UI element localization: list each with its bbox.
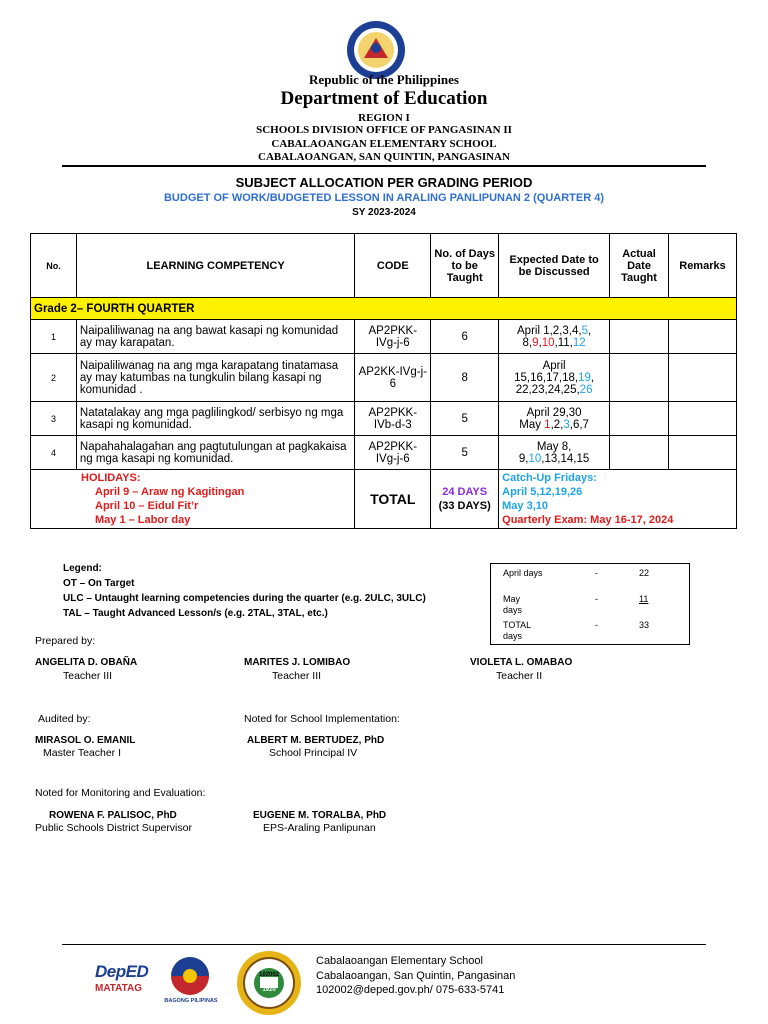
footer-school-contact: 102002@deped.gov.ph/ 075-633-5741 bbox=[316, 984, 505, 996]
signatory-title: Master Teacher I bbox=[43, 747, 122, 759]
legend-ot: OT – On Target bbox=[63, 578, 135, 589]
quarterly-exam: Quarterly Exam: May 16-17, 2024 bbox=[502, 514, 674, 526]
school-heading: CABALAOANGAN ELEMENTARY SCHOOL bbox=[271, 138, 497, 150]
section-label: Grade 2– FOURTH QUARTER bbox=[31, 298, 737, 320]
days-summary-row: May days - 11 bbox=[503, 594, 649, 615]
deped-logo-text: DepED bbox=[95, 962, 149, 981]
col-header-expected: Expected Date to be Discussed bbox=[499, 234, 610, 298]
legend-ulc: ULC – Untaught learning competencies during the quarter (e.g. 2ULC, 3ULC) bbox=[63, 593, 426, 604]
footer-divider bbox=[62, 944, 706, 945]
legend-title: Legend: bbox=[63, 563, 102, 574]
school-seal-year: 1920 bbox=[262, 987, 276, 993]
header-divider bbox=[62, 165, 706, 167]
school-year: SY 2023-2024 bbox=[352, 207, 416, 218]
row-actual-date bbox=[610, 354, 669, 402]
school-seal-icon bbox=[236, 950, 302, 1016]
signatory-title: Teacher III bbox=[272, 670, 322, 682]
row-code: AP2PKK-IVg-j-6 bbox=[355, 320, 431, 354]
row-expected-date: April 1,2,3,4,5, 8,9,10,11,12 bbox=[499, 320, 610, 354]
col-header-no: No. bbox=[31, 234, 77, 298]
signatory-name: ALBERT M. BERTUDEZ, PhD bbox=[247, 735, 385, 746]
row-actual-date bbox=[610, 436, 669, 470]
row-remarks bbox=[668, 320, 736, 354]
signatory-name: ROWENA F. PALISOC, PhD bbox=[49, 810, 177, 821]
table-row bbox=[31, 402, 737, 436]
document-title: SUBJECT ALLOCATION PER GRADING PERIOD bbox=[235, 175, 533, 190]
row-competency: Natatalakay ang mga paglilingkod/ serbisyo ng mga kasapi ng komunidad. bbox=[76, 402, 354, 436]
table-header-row bbox=[31, 234, 737, 298]
row-remarks bbox=[668, 436, 736, 470]
total-days: 24 DAYS bbox=[442, 486, 488, 498]
signatory-block bbox=[244, 657, 350, 682]
row-days: 8 bbox=[431, 354, 499, 402]
row-remarks bbox=[668, 402, 736, 436]
catchup-may: May 3,10 bbox=[502, 500, 549, 512]
row-expected-date: April 15,16,17,18,19, 22,23,24,25,26 bbox=[499, 354, 610, 402]
signatory-name: MARITES J. LOMIBAO bbox=[244, 657, 351, 668]
department-heading: Department of Education bbox=[280, 88, 488, 109]
signatory-title: Teacher III bbox=[63, 670, 113, 682]
catchup-label: Catch-Up Fridays: bbox=[502, 472, 597, 484]
matatag-logo-text: MATATAG bbox=[95, 983, 143, 994]
table-row bbox=[31, 436, 737, 470]
col-header-code: CODE bbox=[355, 234, 431, 298]
holidays-label: HOLIDAYS: bbox=[81, 472, 141, 484]
row-competency: Naipaliliwanag na ang bawat kasapi ng komunidad ay may karapatan. bbox=[76, 320, 354, 354]
row-no: 4 bbox=[31, 436, 77, 470]
total-label: TOTAL bbox=[355, 470, 431, 529]
col-header-remarks: Remarks bbox=[668, 234, 736, 298]
document-subtitle: BUDGET OF WORK/BUDGETED LESSON IN ARALING PANLIPUNAN 2 (QUARTER 4) bbox=[163, 192, 604, 204]
holiday-item: April 9 – Araw ng Kagitingan bbox=[95, 486, 245, 498]
school-seal-id: 102002 bbox=[258, 972, 280, 978]
signatory-name: EUGENE M. TORALBA, PhD bbox=[253, 810, 387, 821]
signatory-title: School Principal IV bbox=[269, 747, 358, 759]
signatory-name: VIOLETA L. OMABAO bbox=[470, 657, 573, 668]
row-days: 6 bbox=[431, 320, 499, 354]
signatory-block bbox=[247, 735, 384, 759]
legend-tal: TAL – Taught Advanced Lesson/s (e.g. 2TAL, 3TAL, etc.) bbox=[63, 608, 328, 619]
row-code: AP2PKK-IVb-d-3 bbox=[355, 402, 431, 436]
signatory-title: Teacher II bbox=[496, 670, 543, 682]
audited-by-label: Audited by: bbox=[38, 713, 91, 725]
signatory-block bbox=[470, 657, 572, 682]
row-no: 1 bbox=[31, 320, 77, 354]
row-no: 2 bbox=[31, 354, 77, 402]
col-header-days: No. of Days to be Taught bbox=[431, 234, 499, 298]
row-code: AP2KK-IVg-j-6 bbox=[355, 354, 431, 402]
deped-seal-icon bbox=[334, 20, 418, 80]
total-days-cell bbox=[431, 470, 499, 529]
days-summary-row: TOTAL days - 33 bbox=[503, 620, 650, 641]
table-row bbox=[31, 320, 737, 354]
bagong-pilipinas-text: BAGONG PILIPINAS bbox=[164, 998, 218, 1004]
noted-monitoring-label: Noted for Monitoring and Evaluation: bbox=[35, 787, 206, 799]
republic-heading: Republic of the Philippines bbox=[309, 72, 459, 87]
signatory-block bbox=[253, 810, 386, 834]
footer-school-address: Cabalaoangan, San Quintin, Pangasinan bbox=[316, 969, 516, 982]
row-actual-date bbox=[610, 320, 669, 354]
region-heading: REGION I bbox=[358, 112, 410, 124]
catchup-april: April 5,12,19,26 bbox=[502, 486, 583, 498]
col-header-competency: LEARNING COMPETENCY bbox=[76, 234, 354, 298]
total-days-paren: (33 DAYS) bbox=[438, 500, 491, 512]
signatory-name: ANGELITA D. OBAÑA bbox=[35, 657, 138, 668]
noted-implementation-label: Noted for School Implementation: bbox=[244, 713, 400, 725]
address-heading: CABALAOANGAN, SAN QUINTIN, PANGASINAN bbox=[258, 151, 510, 163]
division-heading: SCHOOLS DIVISION OFFICE OF PANGASINAN II bbox=[256, 124, 512, 136]
deped-matatag-logo bbox=[95, 962, 157, 994]
col-header-actual: Actual Date Taught bbox=[610, 234, 669, 298]
prepared-by-label: Prepared by: bbox=[35, 635, 96, 647]
signatory-title: EPS-Araling Panlipunan bbox=[263, 822, 376, 834]
row-actual-date bbox=[610, 402, 669, 436]
row-days: 5 bbox=[431, 436, 499, 470]
holiday-item: April 10 – Eidul Fit’r bbox=[95, 500, 199, 512]
signatory-block bbox=[35, 735, 135, 759]
row-expected-date: April 29,30 May 1,2,3,6,7 bbox=[499, 402, 610, 436]
allocation-table bbox=[30, 233, 737, 529]
holiday-item: May 1 – Labor day bbox=[95, 514, 191, 526]
row-remarks bbox=[668, 354, 736, 402]
signatory-title: Public Schools District Supervisor bbox=[35, 822, 192, 834]
holidays-cell bbox=[31, 470, 355, 529]
section-row bbox=[31, 298, 737, 320]
days-summary-row: April days - 22 bbox=[503, 568, 650, 578]
signatory-name: MIRASOL O. EMANIL bbox=[35, 735, 136, 746]
row-days: 5 bbox=[431, 402, 499, 436]
days-summary-box bbox=[490, 563, 690, 645]
row-no: 3 bbox=[31, 402, 77, 436]
row-competency: Napahahalagahan ang pagtutulungan at pagkakaisa ng mga kasapi ng komunidad. bbox=[76, 436, 354, 470]
row-code: AP2PKK-IVg-j-6 bbox=[355, 436, 431, 470]
bagong-pilipinas-logo-icon bbox=[165, 955, 215, 997]
table-row bbox=[31, 354, 737, 402]
footer-contact bbox=[316, 954, 515, 998]
row-competency: Naipaliliwanag na ang mga karapatang tinatamasa ay may katumbas na tungkulin bilang kasapi ng komunidad . bbox=[76, 354, 354, 402]
legend bbox=[63, 561, 426, 621]
total-row bbox=[31, 470, 737, 529]
row-expected-date: May 8, 9,10,13,14,15 bbox=[499, 436, 610, 470]
signatory-block bbox=[35, 810, 192, 834]
catchup-cell bbox=[499, 470, 737, 529]
signatory-block bbox=[35, 657, 137, 682]
footer-school-name: Cabalaoangan Elementary School bbox=[316, 955, 483, 967]
